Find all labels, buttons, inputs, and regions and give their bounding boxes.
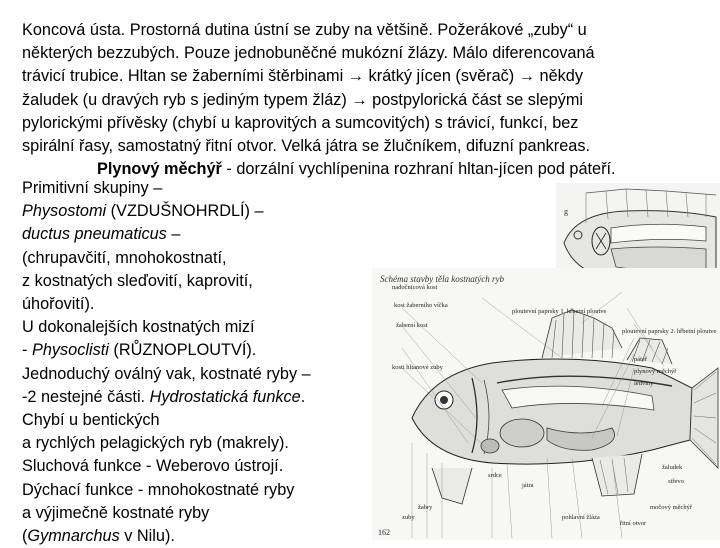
text-line: Jednoduchý oválný vak, kostnaté ryby –: [22, 364, 311, 383]
text-line: pylorickými přívěsky (chybí u kaprovitých a sumcovitých) s trávicí, funkcí, bez: [22, 113, 579, 132]
text-line: žaludek (u dravých ryb s jediným typem žláz) → postpylorická část se slepými: [22, 90, 583, 109]
figure-letter-label: g: [564, 207, 568, 216]
text-line: Sluchová funkce - Weberovo ústrojí.: [22, 457, 284, 476]
label-gills: žabry: [418, 504, 433, 511]
text-fragment: –: [166, 225, 181, 244]
text-line: Primitivní skupiny –: [22, 179, 163, 197]
term-gymnarchus: Gymnarchus: [27, 527, 120, 546]
label-stomach: žaludek: [662, 464, 683, 471]
term-physostomi: Physostomi: [22, 202, 107, 221]
text-line: [22, 200, 367, 223]
label-teeth: zuby: [402, 514, 415, 521]
label-gill-bone: žaberní kost: [396, 322, 428, 329]
label-supraorbital-bone: nadočnicová kost: [392, 284, 438, 291]
term-ductus-pneumaticus: ductus pneumaticus: [22, 225, 167, 244]
label-first-dorsal-fin: ploutevní paprsky 1. hřbetní ploutve: [512, 308, 607, 315]
text-line: Koncová ústa. Prostorná dutina ústní se zuby na většině. Požerákové „zuby“ u: [22, 21, 587, 39]
text-line: [22, 223, 367, 246]
text-line: [22, 525, 367, 548]
text-line: [22, 386, 367, 409]
label-intestine: střevo: [668, 478, 684, 485]
text-line: a rychlých pelagických ryb (makrely).: [22, 434, 289, 453]
text-line: spirální řasy, samostatný řitní otvor. Velká játra se žlučníkem, difuzní pankreas.: [22, 137, 590, 156]
text-line: U dokonalejších kostnatých mizí: [22, 318, 255, 337]
page-number: 162: [378, 528, 390, 537]
label-liver: játra: [522, 482, 534, 489]
text-line: některých bezzubých. Pouze jednobuněčné mukózní žlázy. Málo diferencovaná: [22, 44, 595, 63]
left-text-column: [22, 177, 367, 548]
text-fragment: v Nilu).: [119, 527, 175, 546]
text-fragment: .: [300, 387, 306, 406]
text-line: a výjimečně kostnaté ryby: [22, 503, 210, 522]
label-spine: páteř: [634, 356, 647, 363]
text-line: trávicí trubice. Hltan se žaberními štěrbinami → krátký jícen (svěrač) → někdy: [22, 67, 583, 86]
label-kidneys: ledviny: [634, 380, 654, 387]
label-anus: řitní otvor: [620, 520, 647, 527]
label-urinary-bladder: močový měchýř: [650, 504, 693, 511]
text-line: Dýchací funkce - mnohokostnaté ryby: [22, 480, 295, 499]
text-fragment: (VZDUŠNOHRDLÍ) –: [106, 202, 264, 221]
text-line: [22, 339, 367, 362]
swim-bladder-term: Plynový měchýř: [97, 160, 222, 179]
text-fragment: -2 nestejné části.: [22, 387, 150, 406]
label-gonad: pohlavní žláza: [562, 514, 600, 521]
label-second-dorsal-fin: ploutevní paprsky 2. hřbetní ploutve: [622, 328, 717, 335]
text-line: úhořovití).: [22, 295, 95, 314]
perch-anatomy-diagram: [372, 268, 720, 540]
term-physoclisti: Physoclisti: [31, 341, 109, 360]
label-operculum-bone: kost žaberního víčka: [394, 302, 448, 309]
intro-paragraph: [22, 19, 712, 181]
text-line: z kostnatých sleďovití, kaprovití,: [22, 271, 253, 290]
label-swim-bladder: plynový měchýř: [634, 368, 677, 375]
text-line: Chybí u bentických: [22, 411, 160, 430]
label-pharyngeal-teeth: kosti hltanové zuby: [392, 364, 443, 371]
figure-title: Schéma stavby těla kostnatých ryb: [380, 274, 504, 284]
term-hydrostatic-function: Hydrostatická funkce: [149, 387, 301, 406]
swim-bladder-definition: - dorzální vychlípenina rozhraní hltan-jícen pod páteří.: [221, 160, 616, 179]
text-fragment: (RŮZNOPLOUTVÍ).: [108, 341, 257, 360]
label-heart: srdce: [488, 472, 502, 479]
text-line: (chrupavčití, mnohokostnatí,: [22, 248, 227, 267]
text-fragment: -: [22, 341, 32, 360]
text-fragment: (: [22, 527, 28, 546]
